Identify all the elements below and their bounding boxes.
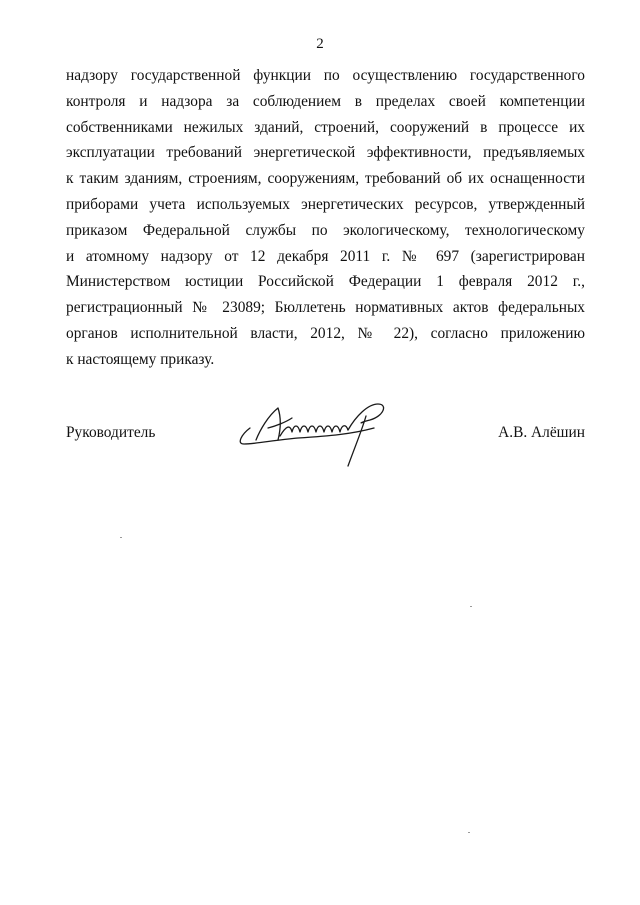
- body-line: к настоящему приказу.: [66, 350, 215, 368]
- body-line: надзору государственной функции по осуществлению государственного: [66, 67, 585, 84]
- body-line: приказом Федеральной службы по экологическому, технологическому: [66, 221, 585, 239]
- body-line: и атомному надзору от 12 декабря 2011 г. № 697 (зарегистрирован: [66, 247, 585, 265]
- body-line: эксплуатации требований энергетической эффективности, предъявляемых: [66, 144, 585, 162]
- body-paragraph: [66, 63, 585, 373]
- scan-speck: [470, 606, 472, 607]
- page-number: 2: [316, 36, 324, 52]
- body-line: к таким зданиям, строениям, сооружениям, требований об их оснащенности: [66, 170, 585, 188]
- scan-speck: [468, 832, 470, 833]
- signer-name: А.В. Алёшин: [498, 424, 585, 441]
- body-line: органов исполнительной власти, 2012, № 22), согласно приложению: [66, 324, 585, 342]
- handwritten-signature: [234, 394, 404, 469]
- body-line: контроля и надзора за соблюдением в пределах своей компетенции: [66, 92, 585, 110]
- body-line: собственниками нежилых зданий, строений, сооружений в процессе их: [66, 118, 585, 136]
- body-line: регистрационный № 23089; Бюллетень нормативных актов федеральных: [66, 299, 585, 317]
- body-line: приборами учета используемых энергетических ресурсов, утвержденный: [66, 195, 585, 213]
- signer-title: Руководитель: [66, 424, 156, 441]
- body-line: Министерством юстиции Российской Федерации 1 февраля 2012 г.,: [66, 273, 585, 291]
- scan-speck: [120, 537, 122, 538]
- signature-block: [66, 400, 585, 470]
